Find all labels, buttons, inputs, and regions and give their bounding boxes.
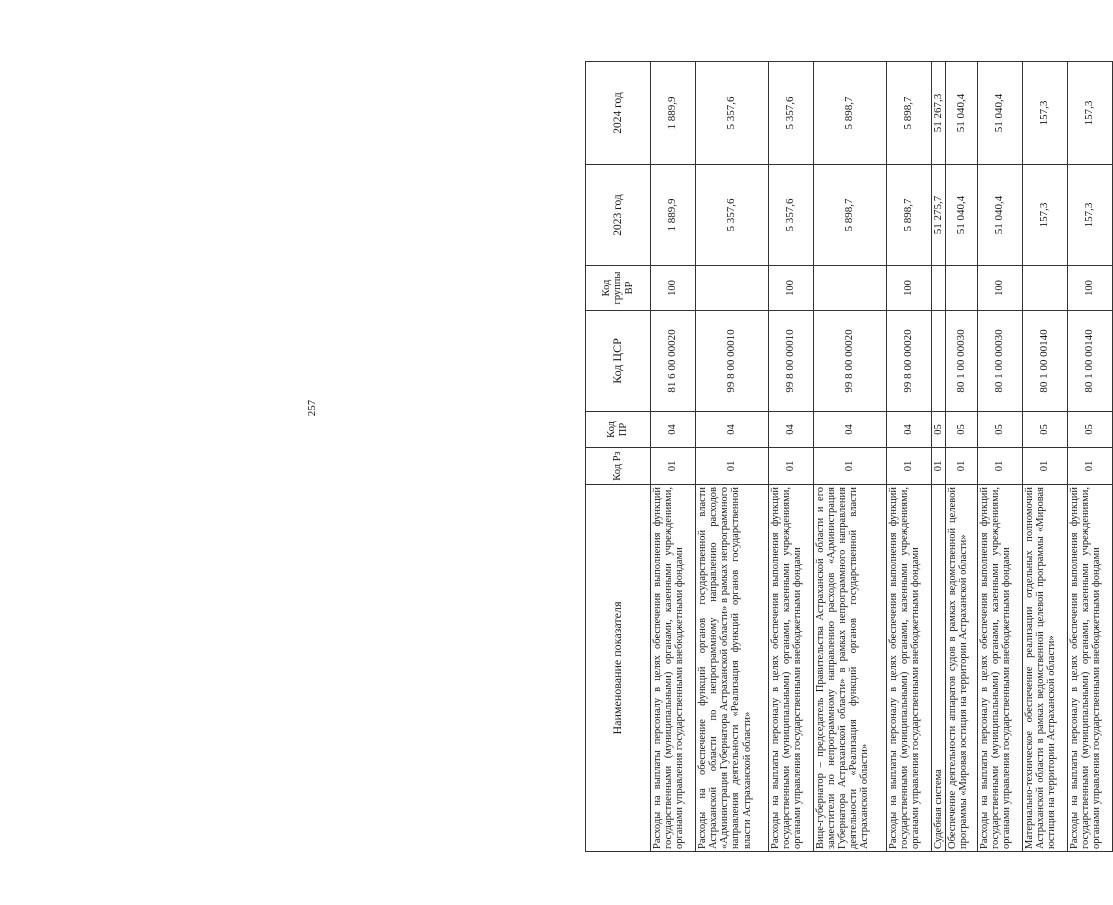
row-name: Расходы на выплаты персоналу в целях обеспечения выполнения функций государственными (муниципальными) органами, казенными учреждениями, органами управления государственными внебюджетными фондами [651,485,696,852]
header-name: Наименование показателя [586,485,651,852]
row-2024: 1 889,9 [651,62,696,165]
row-rz: 01 [886,448,931,485]
row-2023: 5 898,7 [886,165,931,266]
row-name: Расходы на выплаты персоналу в целях обеспечения выполнения функций государственными (муниципальными) органами, казенными учреждениями, органами управления государственными внебюджетными фондами [1067,485,1112,852]
row-vr [696,266,769,311]
row-pr: 05 [1067,412,1112,448]
row-csr: 99 8 00 00020 [886,311,931,412]
row-2023: 5 357,6 [696,165,769,266]
row-name: Расходы на выплаты персоналу в целях обеспечения выполнения функций государственными (муниципальными) органами, казенными учреждениями, органами управления государственными внебюджетными фондами [768,485,813,852]
row-name: Расходы на выплаты персоналу в целях обеспечения выполнения функций государственными (муниципальными) органами, казенными учреждениями, органами управления государственными внебюджетными фондами [977,485,1022,852]
row-2024: 157,3 [1067,62,1112,165]
row-csr: 80 1 00 00030 [977,311,1022,412]
row-2023: 1 889,9 [651,165,696,266]
row-rz: 01 [931,448,946,485]
row-csr: 99 8 00 00020 [813,311,886,412]
row-2023: 5 898,7 [813,165,886,266]
row-csr [931,311,946,412]
table-row [813,62,886,852]
row-name: Расходы на выплаты персоналу в целях обеспечения выполнения функций государственными (муниципальными) органами, казенными учреждениями, органами управления государственными внебюджетными фондами [886,485,931,852]
table-row [886,62,931,852]
header-vr: Код группы ВР [586,266,651,311]
row-pr: 04 [886,412,931,448]
row-rz: 01 [946,448,977,485]
row-rz: 01 [813,448,886,485]
row-csr: 80 1 00 00140 [1067,311,1112,412]
row-2024: 51 040,4 [946,62,977,165]
row-vr [946,266,977,311]
row-rz: 01 [1067,448,1112,485]
row-csr: 80 1 00 00140 [1022,311,1067,412]
row-rz: 01 [651,448,696,485]
header-rz: Код Рз [586,448,651,485]
header-csr: Код ЦСР [586,311,651,412]
budget-table [585,61,1113,852]
row-2023: 51 275,7 [931,165,946,266]
header-pr: Код ПР [586,412,651,448]
row-2023: 157,3 [1022,165,1067,266]
table-header-row [586,62,651,852]
row-pr: 04 [768,412,813,448]
table-row [1022,62,1067,852]
table-row [768,62,813,852]
row-pr: 04 [813,412,886,448]
row-vr: 100 [1067,266,1112,311]
rotated-table-container [585,62,1113,852]
row-rz: 01 [977,448,1022,485]
row-vr: 100 [886,266,931,311]
page-number: 257 [306,399,318,417]
row-name: Обеспечение деятельности аппаратов судов в рамках ведомственной целевой программы «Мировая юстиция на территории Астраханской области» [946,485,977,852]
row-pr: 05 [1022,412,1067,448]
table-row [977,62,1022,852]
row-pr: 05 [931,412,946,448]
row-rz: 01 [768,448,813,485]
row-2023: 51 040,4 [946,165,977,266]
row-csr: 81 6 00 00020 [651,311,696,412]
row-name: Материально-техническое обеспечение реализации отдельных полномочий Астраханской области в рамках ведомственной целевой программы «Мировая юстиция на территории Астраханской области» [1022,485,1067,852]
row-2023: 51 040,4 [977,165,1022,266]
row-rz: 01 [696,448,769,485]
row-pr: 05 [946,412,977,448]
row-2023: 5 357,6 [768,165,813,266]
row-2024: 5 357,6 [768,62,813,165]
row-vr: 100 [768,266,813,311]
row-2024: 5 898,7 [813,62,886,165]
row-name: Судебная система [931,485,946,852]
row-2024: 5 898,7 [886,62,931,165]
row-csr: 99 8 00 00010 [696,311,769,412]
table-row [931,62,946,852]
row-pr: 04 [651,412,696,448]
row-2024: 51 040,4 [977,62,1022,165]
table-row [946,62,977,852]
row-vr [1022,266,1067,311]
row-csr: 80 1 00 00030 [946,311,977,412]
header-2023: 2023 год [586,165,651,266]
table-row [1067,62,1112,852]
row-2023: 157,3 [1067,165,1112,266]
row-name: Расходы на обеспечение функций органов государственной власти Астраханской области по непрограммному направлению расходов «Администрация Губернатора Астраханской области» в рамках непрограммного направления деятельности «Реализация функций органов государственной власти Астраханской области» [696,485,769,852]
row-vr [813,266,886,311]
row-vr: 100 [977,266,1022,311]
row-csr: 99 8 00 00010 [768,311,813,412]
row-2024: 157,3 [1022,62,1067,165]
row-rz: 01 [1022,448,1067,485]
row-name: Вице-губернатор – председатель Правительства Астраханской области и его заместители по непрограммному направлению расходов «Администрация Губернатора Астраханской области» в рамках непрограммного направления деятельности «Реализация функций органов государственной власти Астраханской области» [813,485,886,852]
row-pr: 04 [696,412,769,448]
header-2024: 2024 год [586,62,651,165]
row-2024: 51 267,3 [931,62,946,165]
table-row [651,62,696,852]
table-row [696,62,769,852]
row-vr: 100 [651,266,696,311]
row-2024: 5 357,6 [696,62,769,165]
row-pr: 05 [977,412,1022,448]
row-vr [931,266,946,311]
